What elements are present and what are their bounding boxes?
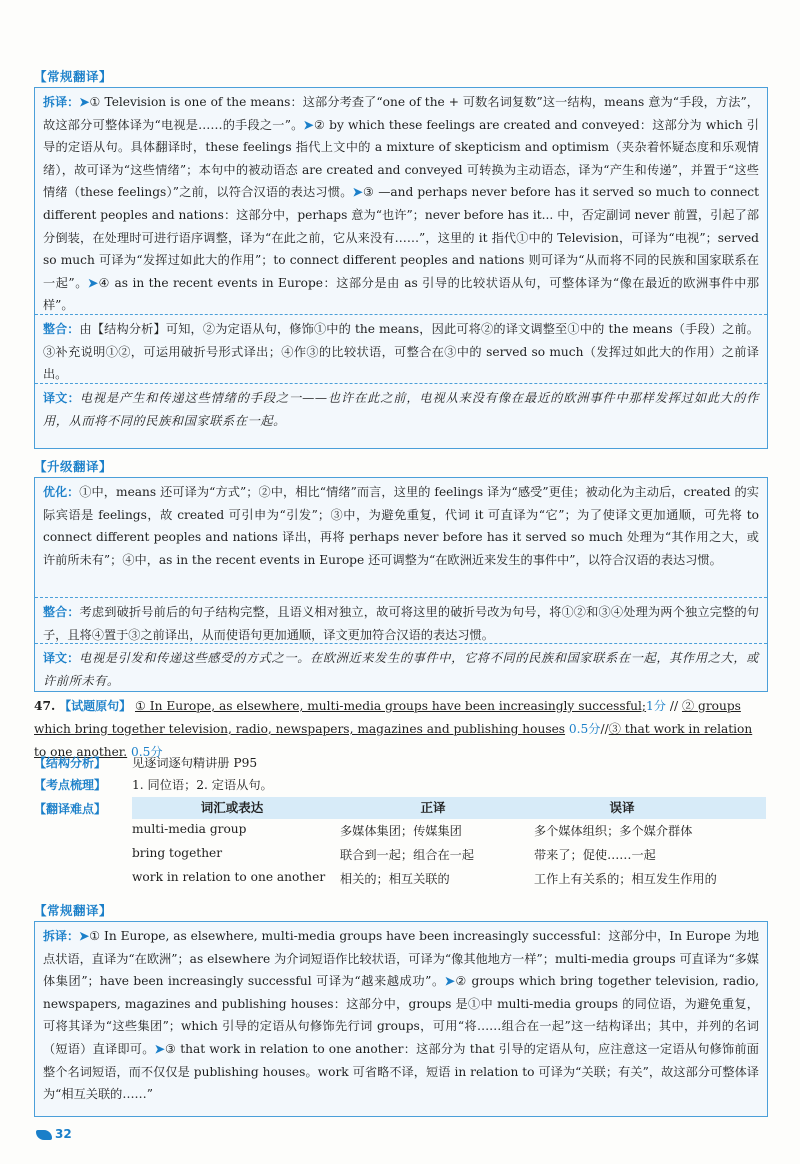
table-row [132, 846, 766, 870]
arrow-icon: ➤ [303, 117, 314, 132]
difficulty-label: 【翻译难点】 [34, 802, 107, 816]
cell-wrong: 多个媒体组织；多个媒介群体 [534, 824, 693, 838]
cell-correct: 相关的；相互关联的 [340, 872, 450, 886]
table-row [132, 822, 766, 846]
integration-label: 整合： [43, 322, 80, 336]
split-part-1: ① In Europe, as elsewhere, multi-media groups have been increasingly successful：这部分中，In Europe 为地点状语，直译为“在欧洲”；as elsewhere 为介词短语作比较状语，可译为“像其他地方一样”；multi-media groups 可直译为“多媒体集团”；have been increasingly successful 可译为“越来越成功”。 [43, 929, 760, 989]
structure-label: 【结构分析】 [34, 756, 107, 770]
arrow-icon: ➤ [79, 95, 90, 109]
split-part-3: ③ that work in relation to one another：这部分为 that 引导的定语从句，应注意这一定语从句修饰前面整个名词短语，而不仅仅是 publishing houses。work 可省略不译，短语 in relation to 可译为“关联；有关”，故这部分可整体译为“相互关联的……” [43, 1041, 759, 1102]
split-label: 拆译： [43, 95, 80, 109]
translation [35, 383, 767, 436]
arrow-icon: ➤ [87, 275, 99, 290]
structure-text: 见逐词逐句精讲册 P95 [132, 756, 258, 770]
regular-translation-box-2 [34, 921, 768, 1117]
cell-wrong: 工作上有关系的；相互发生作用的 [534, 872, 717, 886]
translation-label: 译文： [43, 651, 80, 665]
cell-expression: work in relation to one another [132, 870, 326, 884]
cell-expression: multi-media group [132, 822, 247, 836]
arrow-icon: ➤ [79, 929, 90, 943]
question-number: 47. [34, 699, 56, 713]
split-part-4: ④ as in the recent events in Europe：这部分是由 as 引导的比较状语从句，可整体译为“像在最近的欧洲事件中那样”。 [43, 275, 760, 313]
translation-label: 译文： [43, 391, 80, 405]
key-points-text: 1. 同位语；2. 定语从句。 [132, 778, 273, 792]
original-sentence-label: 【试题原句】 [59, 699, 132, 713]
sentence-part-3: ③ that work in relation to one another. [34, 722, 753, 759]
integration [35, 597, 767, 643]
integration-label: 整合： [43, 605, 80, 619]
translation [35, 643, 767, 695]
split-part-1: ① Television is one of the means：这部分考查了“one of the + 可数名词复数”这一结构，means 意为“手段，方法”，故这部分可整体译为“电视是……的手段之一”。 [43, 95, 759, 132]
cell-correct: 多媒体集团；传媒集团 [340, 824, 462, 838]
translation-text: 电视是产生和传递这些情绪的手段之一——也许在此之前，电视从来没有像在最近的欧洲事件中那样发挥过如此大的作用，从而将不同的民族和国家联系在一起。 [43, 391, 759, 428]
split-label: 拆译： [43, 929, 80, 943]
integration-text: 由【结构分析】可知，②为定语从句，修饰①中的 the means，因此可将②的译文调整至①中的 the means（手段）之前。③补充说明①②，可运用破折号形式译出；④作③的比较状语，可整合在③中的 served so much（发挥过如此大的作用）之前译出。 [43, 322, 759, 382]
arrow-icon: ➤ [154, 1041, 165, 1056]
optimization-text: ①中，means 还可译为“方式”；②中，相比“情绪”而言，这里的 feelings 译为“感受”更佳；被动化为主动后，created 的实际宾语是 feelings，故 created 可引申为“引发”；③中，为避免重复，代词 it 可直译为“它”；为了使译文更加通顺，可先将 to connect different peoples and nations 译出，再将 perhaps never before has it served so much 处理为“其作用之大，或许前所未有”；④中，as in the recent events in Europe 还可调整为“在欧洲近来发生的事件中”，以符合汉语的表达习惯。 [43, 485, 759, 567]
score-1: 1分 [646, 699, 666, 713]
section-title-regular-translation: 【常规翻译】 [34, 69, 113, 84]
header-correct: 正译 [420, 800, 446, 815]
translation-text: 电视是引发和传递这些感受的方式之一。在欧洲近来发生的事件中，它将不同的民族和国家联系在一起，其作用之大，或许前所未有。 [43, 651, 759, 688]
split-part-2: ② by which these feelings are created and conveyed：这部分为 which 引导的定语从句。具体翻译时，these feelings 指代上文中的 a mixture of skepticism and optimism（夹杂着怀疑态度和乐观情绪），故可译为“这些情绪”；本句中的被动语态 are created and conveyed 可转换为主动语态，译为“产生和传递”，并置于“这些情绪（these feelings）”之前，以符合汉语的表达习惯。 [43, 117, 759, 200]
integration [35, 314, 767, 383]
page-leaf-icon [36, 1130, 52, 1140]
cell-correct: 联合到一起；组合在一起 [340, 848, 475, 862]
cell-expression: bring together [132, 846, 223, 860]
header-wrong: 误译 [609, 800, 635, 815]
table-header [132, 797, 766, 819]
page-footer [36, 1127, 72, 1141]
table-row [132, 870, 766, 894]
sentence-part-1: ① In Europe, as elsewhere, multi-media groups have been increasingly successful; [134, 699, 647, 713]
section-title-upgrade-translation: 【升级翻译】 [34, 459, 113, 474]
arrow-icon: ➤ [444, 974, 455, 989]
vocabulary-table [132, 797, 766, 894]
separator: // [600, 722, 609, 736]
key-points [34, 775, 273, 795]
upgrade-translation-box [34, 477, 768, 692]
regular-translation-box [34, 87, 768, 449]
separator: // [669, 699, 679, 713]
difficulty-label-row [34, 799, 132, 819]
arrow-icon: ➤ [352, 185, 363, 200]
key-points-label: 【考点梳理】 [34, 778, 107, 792]
split-part-3: ③ —and perhaps never before has it served so much to connect different peoples and nations：这部分中，perhaps 意为“也许”；never before has it... 中，否定副词 never 前置，引起了部分倒装，在处理时可进行语序调整，译为“在此之前，它从来没有……”，这里的 it 指代①中的 Television，可译为“电视”；served so much 可译为“发挥过如此大的作用”；to connect different peoples and nations 则可译为“从而将不同的民族和国家联系在一起”。 [43, 185, 759, 290]
structure-analysis [34, 753, 257, 773]
split-translation [35, 922, 767, 1115]
split-part-2: ② groups which bring together television, radio, newspapers, magazines and publishing houses：这部分中，groups 是①中 multi-media groups 的同位语，为避免重复，可将其译为“这些集团”；which 引导的定语从句修饰先行词 groups，可用“将……组合在一起”这一结构译出；其中，并列的名词（短语）直译即可。 [43, 974, 759, 1056]
sentence-part-2: ② groups which bring together television, radio, newspapers, magazines and publishing houses [34, 699, 741, 736]
score-2: 0.5分 [568, 722, 601, 736]
score-3: 0.5分 [131, 745, 163, 759]
page-number: 32 [55, 1127, 72, 1141]
integration-text: 考虑到破折号前后的句子结构完整，且语义相对独立，故可将这里的破折号改为句号，将①②和③④处理为两个独立完整的句子，且将④置于③之前译出，从而使语句更加通顺，译文更加符合汉语的表达习惯。 [43, 605, 759, 642]
header-expression: 词汇或表达 [200, 800, 264, 815]
optimization [35, 478, 767, 597]
cell-wrong: 带来了；促使……一起 [534, 848, 656, 862]
optimization-label: 优化： [43, 485, 80, 499]
split-translation [35, 88, 767, 314]
section-title-regular-translation-2: 【常规翻译】 [34, 903, 113, 918]
